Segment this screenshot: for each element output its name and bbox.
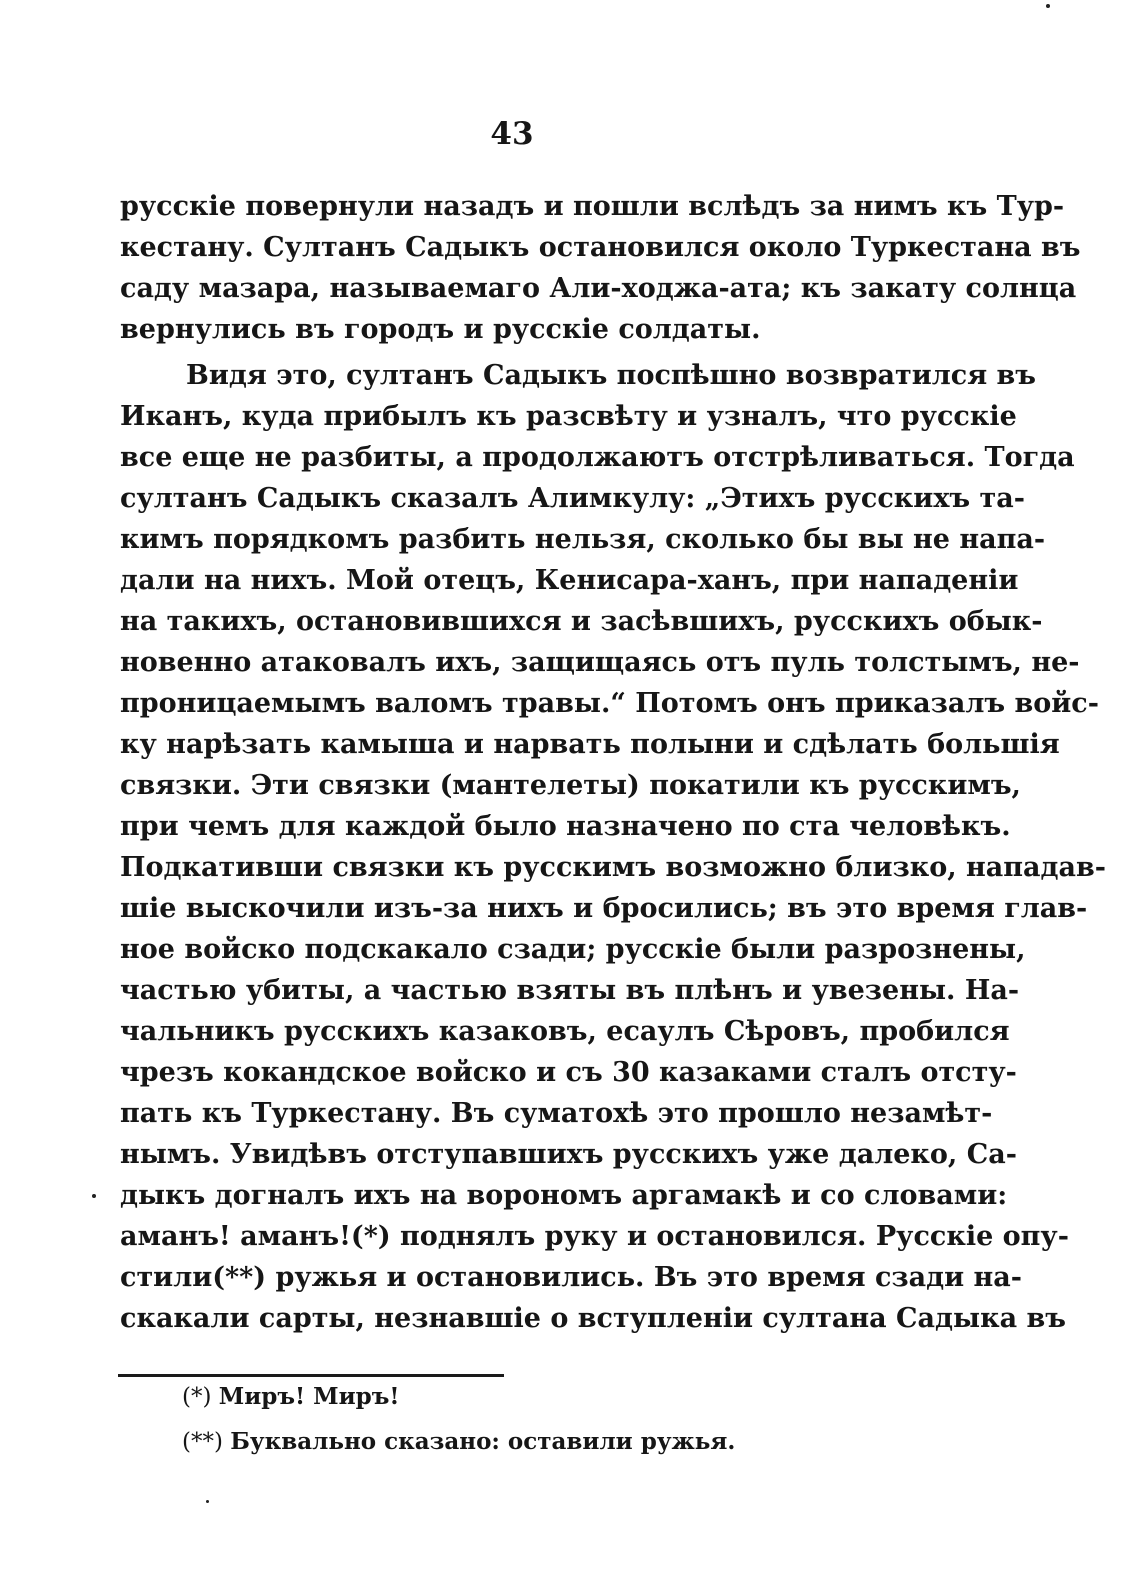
text-line: русскіе повернули назадъ и пошли вслѣдъ за нимъ къ Тур-: [120, 191, 1065, 222]
text-line: шіе выскочили изъ-за нихъ и бросились; въ это время глав-: [120, 893, 1088, 924]
text-line: проницаемымъ валомъ травы.“ Потомъ онъ приказалъ войс-: [120, 688, 1099, 719]
print-speck: [1046, 4, 1050, 8]
text-line: чрезъ кокандское войско и съ 30 казаками сталъ отсту-: [120, 1057, 1017, 1088]
text-line: нымъ. Увидѣвъ отступавшихъ русскихъ уже далеко, Са-: [120, 1139, 1017, 1170]
text-line: дали на нихъ. Мой отецъ, Кенисара-ханъ, при нападеніи: [120, 565, 1019, 596]
text-line: кимъ порядкомъ разбить нельзя, сколько бы вы не напа-: [120, 524, 1046, 555]
footnote-1: [182, 1380, 399, 1414]
text-line: дыкъ догналъ ихъ на ворономъ аргамакѣ и со словами:: [120, 1180, 1008, 1211]
text-line: частью убиты, а частью взяты въ плѣнъ и увезены. На-: [120, 975, 1020, 1006]
text-line: пать къ Туркестану. Въ суматохѣ это прошло незамѣт-: [120, 1098, 993, 1129]
text-line: Иканъ, куда прибылъ къ разсвѣту и узналъ, что русскіе: [120, 401, 1017, 432]
print-speck: [206, 1500, 209, 1503]
text-line: при чемъ для каждой было назначено по ста человѣкъ.: [120, 811, 1011, 842]
text-line: кестану. Султанъ Садыкъ остановился около Туркестана въ: [120, 232, 1081, 263]
text-line: аманъ! аманъ!(*) поднялъ руку и остановился. Русскіе опу-: [120, 1221, 1069, 1252]
paragraph-first-line: Видя это, султанъ Садыкъ поспѣшно возвратился въ: [186, 360, 1037, 391]
text-line: все еще не разбиты, а продолжаютъ отстрѣливаться. Тогда: [120, 442, 1075, 473]
text-line: чальникъ русскихъ казаковъ, есаулъ Сѣровъ, пробился: [120, 1016, 1010, 1047]
text-line: скакали сарты, незнавшіе о вступленіи султана Садыка въ: [120, 1303, 1066, 1334]
text-line: султанъ Садыкъ сказалъ Алимкулу: „Этихъ русскихъ та-: [120, 483, 1025, 514]
page-number: 43: [490, 116, 534, 152]
footnote-2: [182, 1425, 735, 1459]
text-line: ку нарѣзать камыша и нарвать полыни и сдѣлать большія: [120, 729, 1060, 760]
print-speck: [92, 1194, 96, 1198]
text-line: вернулись въ городъ и русскіе солдаты.: [120, 314, 761, 345]
text-line: новенно атаковалъ ихъ, защищаясь отъ пуль толстымъ, не-: [120, 647, 1080, 678]
text-line: Подкативши связки къ русскимъ возможно близко, нападав-: [120, 852, 1106, 883]
text-line: связки. Эти связки (мантелеты) покатили къ русскимъ,: [120, 770, 1021, 801]
text-line: стили(**) ружья и остановились. Въ это время сзади на-: [120, 1262, 1023, 1293]
footnote-ref: (**): [182, 1429, 223, 1455]
text-line: ное войско подскакало сзади; русскіе были разрознены,: [120, 934, 1026, 965]
text-line: саду мазара, называемаго Али-ходжа-ата; къ закату солнца: [120, 273, 1077, 304]
footnote-text: Миръ! Миръ!: [218, 1383, 400, 1410]
footnote-ref: (*): [182, 1384, 212, 1410]
footnote-text: Буквально сказано: оставили ружья.: [230, 1428, 736, 1455]
footnote-divider: [118, 1374, 504, 1377]
text-line: на такихъ, остановившихся и засѣвшихъ, русскихъ обык-: [120, 606, 1043, 637]
